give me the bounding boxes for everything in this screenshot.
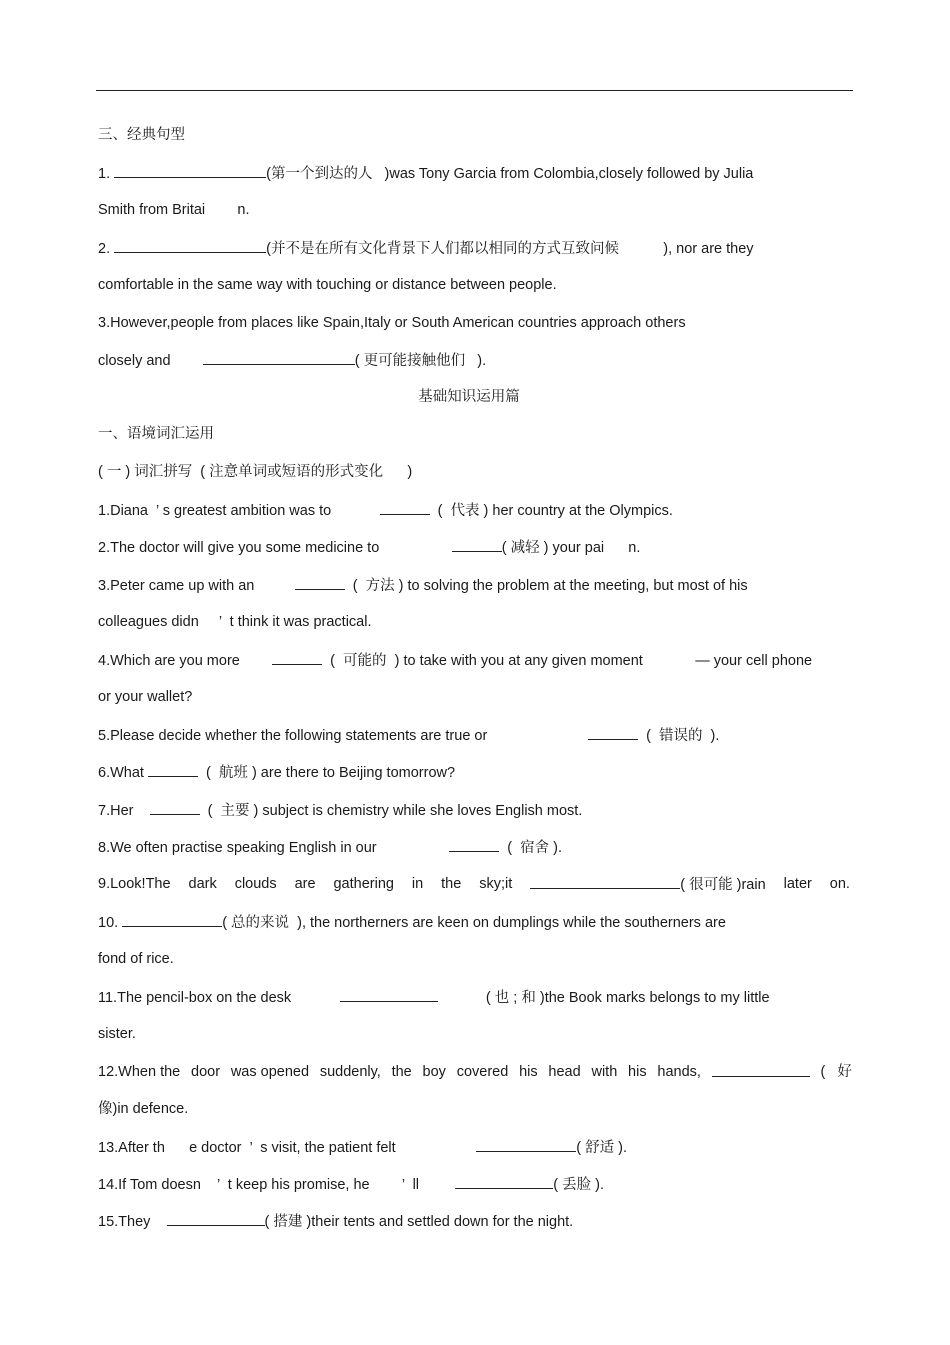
item-8: 8.We often practise speaking English in our ( 宿舍 ).	[98, 840, 562, 856]
item-1: 1.Diana ’ s greatest ambition was to ( 代表 ) her country at the Olympics.	[98, 503, 673, 519]
item-10-cont: fond of rice.	[98, 951, 174, 967]
answer-blank[interactable]	[148, 763, 198, 777]
answer-blank[interactable]	[588, 726, 638, 740]
item-3: 3.Peter came up with an ( 方法 ) to solving the problem at the meeting, but most of his	[98, 578, 748, 594]
answer-blank[interactable]	[167, 1212, 265, 1226]
item-7: 7.Her ( 主要 ) subject is chemistry while she loves English most.	[98, 803, 583, 819]
answer-blank[interactable]	[150, 801, 200, 815]
item-9: 9.Look!The dark clouds are gathering in the sky;it ( 很可能 )rain later on.	[98, 876, 850, 893]
answer-blank[interactable]	[203, 351, 355, 365]
pattern-2: 2. (并不是在所有文化背景下人们都以相同的方式互致问候 ), nor are they	[98, 241, 754, 257]
item-4: 4.Which are you more ( 可能的 ) to take with you at any given moment — your cell phone	[98, 653, 813, 669]
answer-blank[interactable]	[114, 239, 266, 253]
answer-blank[interactable]	[455, 1175, 553, 1189]
answer-blank[interactable]	[449, 838, 499, 852]
answer-blank[interactable]	[530, 875, 680, 889]
heading-sentence-patterns: 三、经典句型	[98, 127, 185, 143]
answer-blank[interactable]	[476, 1138, 576, 1152]
subheading-spelling: ( 一 ) 词汇拼写 ( 注意单词或短语的形式变化 )	[98, 464, 413, 480]
answer-blank[interactable]	[295, 576, 345, 590]
pattern-3: 3.However,people from places like Spain,Italy or South American countries approach others	[98, 315, 686, 331]
answer-blank[interactable]	[380, 501, 430, 515]
item-11: 11.The pencil-box on the desk ( 也 ; 和 )the Book marks belongs to my little	[98, 990, 770, 1006]
answer-blank[interactable]	[114, 164, 266, 178]
pattern-3-cont: closely and ( 更可能接触他们 ).	[98, 353, 487, 369]
item-12: 12.When the door was opened suddenly, the boy covered his head with his hands, ( 好	[98, 1064, 852, 1080]
heading-vocab: 一、语境词汇运用	[98, 426, 214, 442]
item-4-cont: or your wallet?	[98, 689, 193, 705]
item-15: 15.They ( 搭建 )their tents and settled down for the night.	[98, 1214, 574, 1230]
item-3-cont: colleagues didn ’ t think it was practical.	[98, 614, 372, 630]
item-5: 5.Please decide whether the following statements are true or ( 错误的 ).	[98, 728, 720, 744]
item-13: 13.After th e doctor ’ s visit, the patient felt ( 舒适 ).	[98, 1140, 627, 1156]
section-title: 基础知识运用篇	[418, 389, 520, 405]
answer-blank[interactable]	[340, 988, 438, 1002]
item-11-cont: sister.	[98, 1026, 136, 1042]
pattern-1-cont: Smith from Britai n.	[98, 202, 250, 218]
answer-blank[interactable]	[452, 538, 502, 552]
item-12-cont: 像)in defence.	[98, 1101, 189, 1117]
answer-blank[interactable]	[712, 1063, 810, 1077]
item-6: 6.What ( 航班 ) are there to Beijing tomorrow?	[98, 765, 456, 781]
item-10: 10. ( 总的来说 ), the northerners are keen on dumplings while the southerners are	[98, 915, 726, 931]
item-14: 14.If Tom doesn ’ t keep his promise, he ’ ll ( 丢脸 ).	[98, 1177, 605, 1193]
top-rule	[96, 90, 853, 91]
item-2: 2.The doctor will give you some medicine to ( 减轻 ) your pai n.	[98, 540, 641, 556]
pattern-2-cont: comfortable in the same way with touching or distance between people.	[98, 277, 557, 293]
pattern-1: 1. (第一个到达的人 )was Tony Garcia from Colombia,closely followed by Julia	[98, 166, 754, 182]
answer-blank[interactable]	[272, 651, 322, 665]
answer-blank[interactable]	[122, 913, 222, 927]
